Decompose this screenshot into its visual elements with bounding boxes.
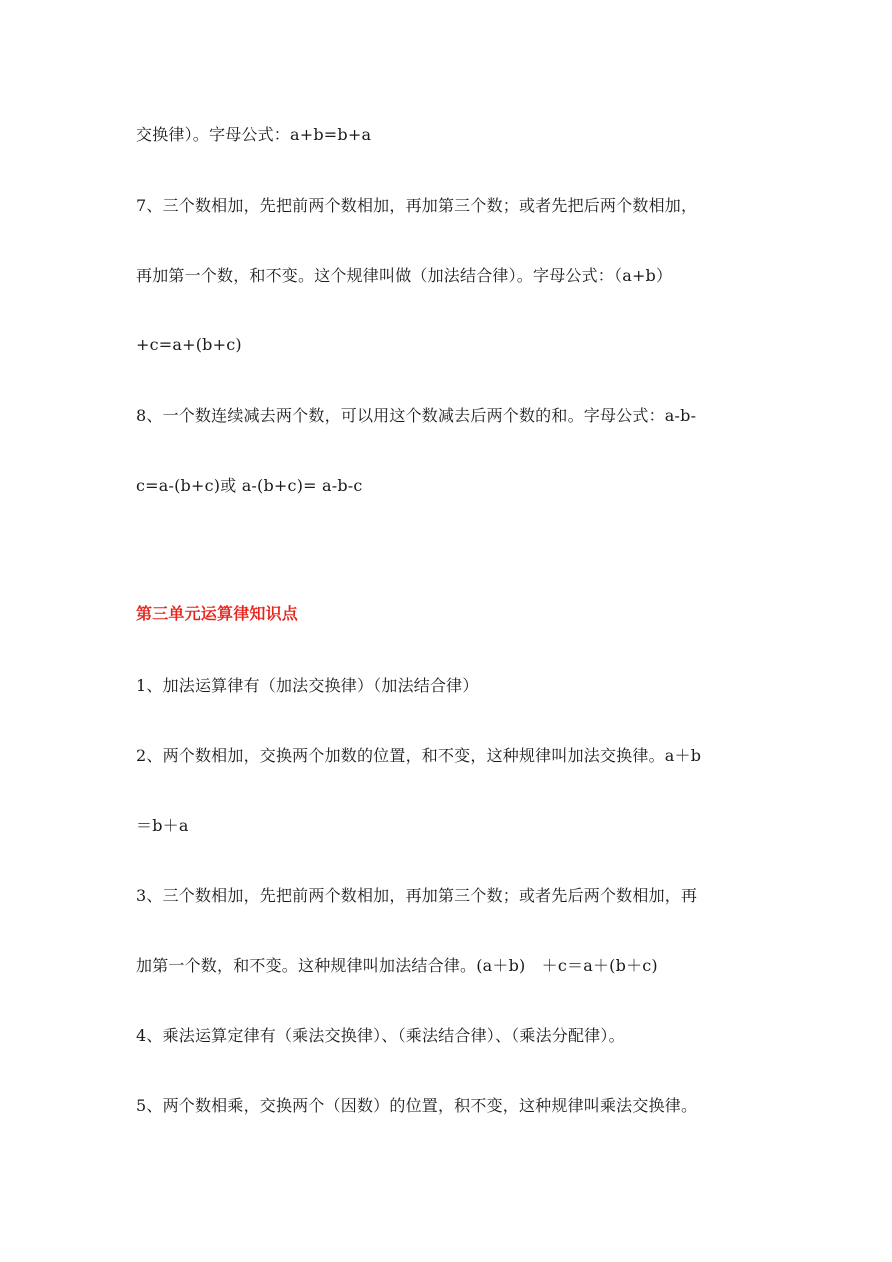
text-line: 交换律）。字母公式：a+b=b+a: [136, 125, 372, 144]
text-line: 8、一个数连续减去两个数，可以用这个数减去后两个数的和。字母公式：a-b-: [136, 406, 697, 425]
text-line: 5、两个数相乘，交换两个（因数）的位置，积不变，这种规律叫乘法交换律。: [136, 1096, 698, 1115]
text-line: 7、三个数相加，先把前两个数相加，再加第三个数；或者先把后两个数相加，: [136, 196, 698, 215]
text-line: 2、两个数相加，交换两个加数的位置，和不变，这种规律叫加法交换律。a＋b: [136, 746, 702, 765]
text-line: 4、乘法运算定律有（乘法交换律）、（乘法结合律）、（乘法分配律）。: [136, 1026, 625, 1045]
text-line: 加第一个数，和不变。这种规律叫加法结合律。(a＋b) ＋c＝a＋(b＋c): [136, 956, 658, 975]
text-line: 1、加法运算律有（加法交换律）（加法结合律）: [136, 676, 479, 695]
text-line: +c=a+(b+c): [136, 335, 242, 354]
text-line: c=a-(b+c)或 a-(b+c)= a-b-c: [136, 476, 363, 495]
text-line: ＝b＋a: [136, 816, 189, 835]
text-line: 3、三个数相加，先把前两个数相加，再加第三个数；或者先后两个数相加，再: [136, 886, 698, 905]
section-heading: 第三单元运算律知识点: [136, 604, 299, 623]
text-line: 再加第一个数，和不变。这个规律叫做（加法结合律）。字母公式：（a+b）: [136, 266, 673, 285]
